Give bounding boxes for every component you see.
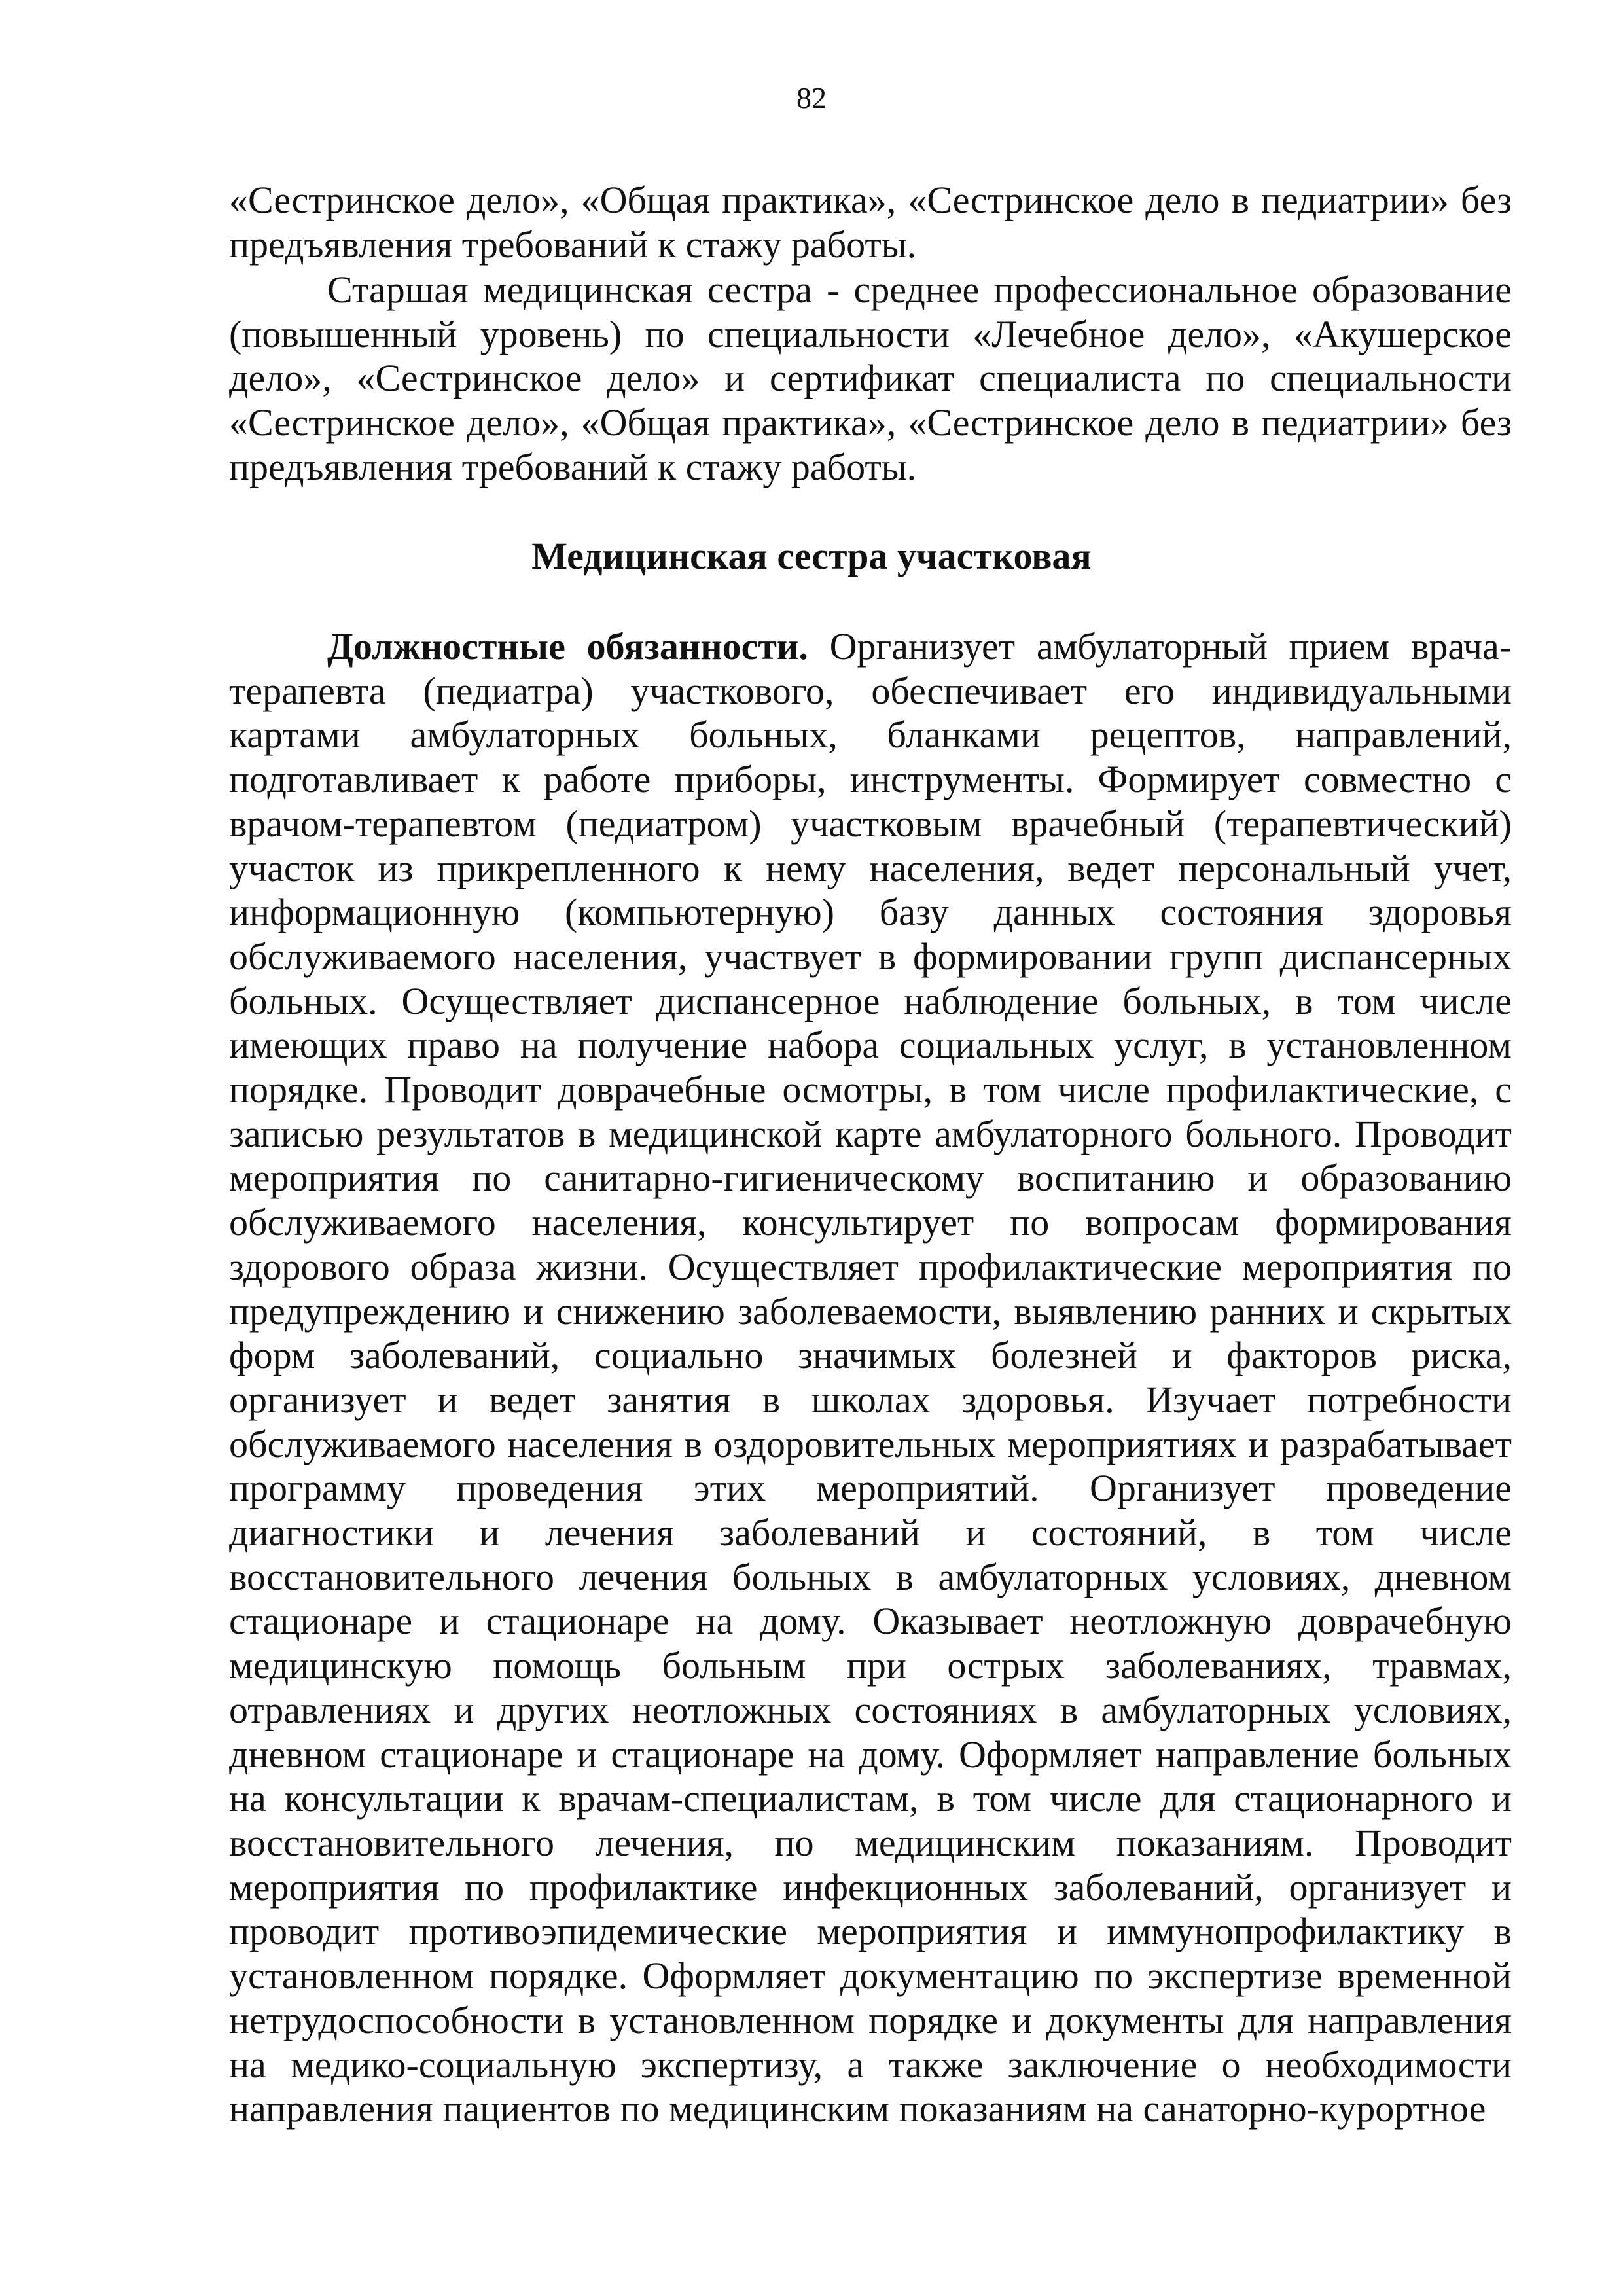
duties-paragraph [229, 624, 1512, 2131]
duties-lead: Должностные обязанности. [327, 625, 808, 668]
page-number: 82 [796, 81, 827, 115]
continuation-text: «Сестринское дело», «Общая практика», «Сестринское дело в педиатрии» без предъявления требований к стажу работы. [229, 179, 1512, 266]
section-heading: Медицинская сестра участковая [531, 535, 1092, 577]
duties-text [229, 624, 1512, 2131]
senior-nurse-text: Старшая медицинская сестра - среднее профессиональное образование (повышенный уровень) по специальности «Лечебное дело», «Акушерское дело», «Сестринское дело» и сертификат специалиста по специальности «Сестринское дело», «Общая практика», «Сестринское дело в педиатрии» без предъявления требований к стажу работы. [229, 268, 1512, 488]
duties-body: Организует амбулаторный прием врача-терапевта (педиатра) участкового, обеспечивает его индивидуальными картами амбулаторных больных, бланками рецептов, направлений, подготавливает к работе приборы, инструменты. Формирует совместно с врачом-терапевтом (педиатром) участковым врачебный (терапевтический) участок из прикрепленного к нему населения, ведет персональный учет, информационную (компьютерную) базу данных состояния здоровья обслуживаемого населения, участвует в формировании групп диспансерных больных. Осуществляет диспансерное наблюдение больных, в том числе имеющих право на получение набора социальных услуг, в установленном порядке. Проводит доврачебные осмотры, в том числе профилактические, с записью результатов в медицинской карте амбулаторного больного. Проводит мероприятия по санитарно-гигиеническому воспитанию и образованию обслуживаемого населения, консультирует по вопросам формирования здорового образа жизни. Осуществляет профилактические мероприятия по предупреждению и снижению заболеваемости, выявлению ранних и скрытых форм заболеваний, социально значимых болезней и факторов риска, организует и ведет занятия в школах здоровья. Изучает потребности обслуживаемого населения в оздоровительных мероприятиях и разрабатывает программу проведения этих мероприятий. Организует проведение диагностики и лечения заболеваний и состояний, в том числе восстановительного лечения больных в амбулаторных условиях, дневном стационаре и стационаре на дому. Оказывает неотложную доврачебную медицинскую помощь больным при острых заболеваниях, травмах, отравлениях и других неотложных состояниях в амбулаторных условиях, дневном стационаре и стационаре на дому. Оформляет направление больных на консультации к врачам-специалистам, в том числе для стационарного и восстановительного лечения, по медицинским показаниям. Проводит мероприятия по профилактике инфекционных заболеваний, организует и проводит противоэпидемические мероприятия и иммунопрофилактику в установленном порядке. Оформляет документацию по экспертизе временной нетрудоспособности в установленном порядке и документы для направления на медико-социальную экспертизу, а также заключение о необходимости направления пациентов по медицинским показаниям на санаторно-курортное [229, 625, 1512, 2130]
continuation-paragraph [229, 178, 1512, 266]
senior-nurse-paragraph [229, 268, 1512, 490]
